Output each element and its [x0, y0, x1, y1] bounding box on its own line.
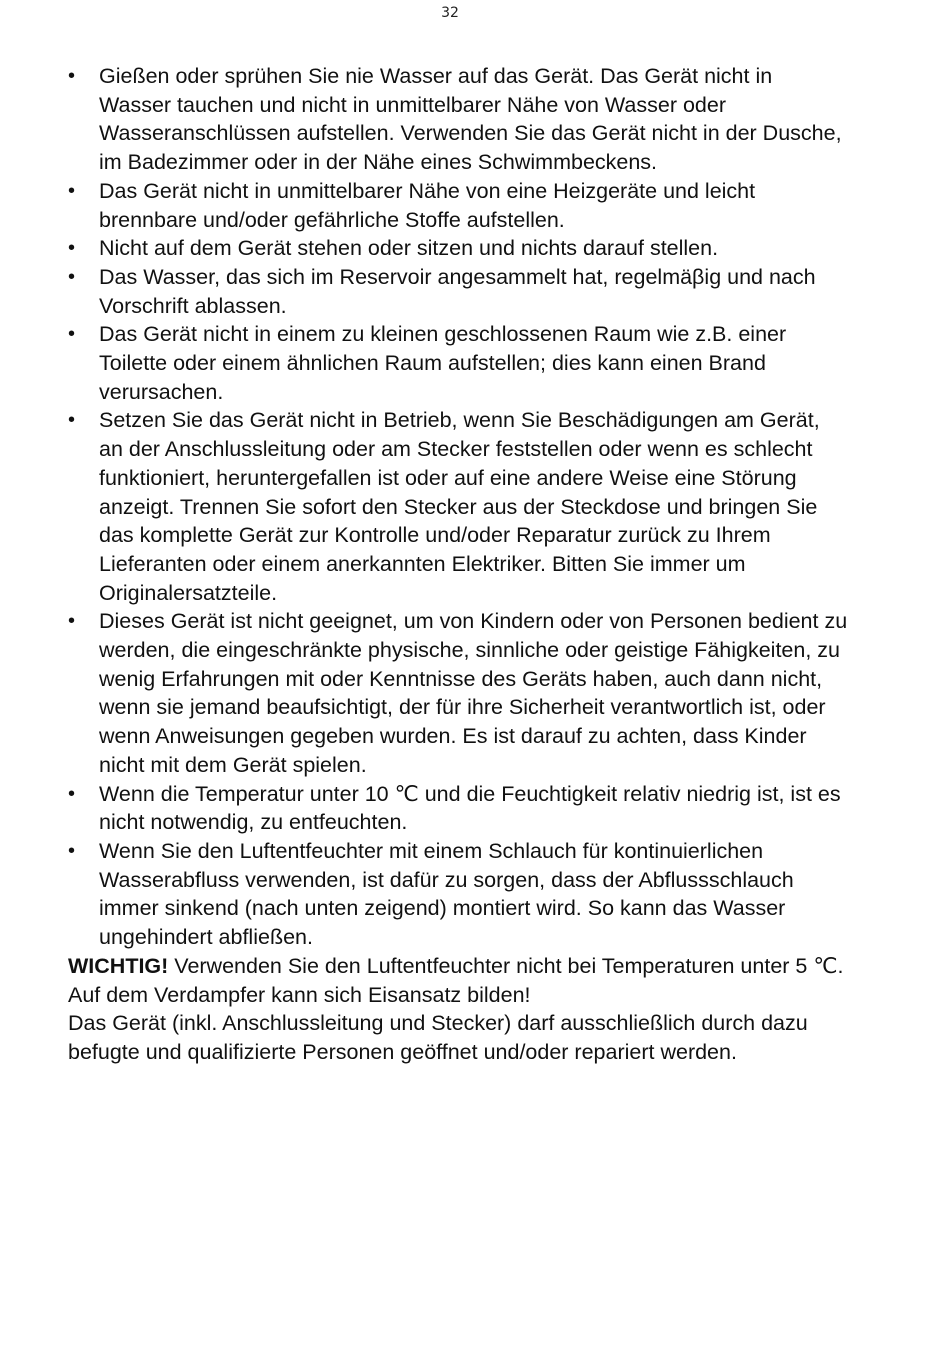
page-number: 32 [441, 5, 459, 21]
list-item [68, 406, 848, 607]
important-label: WICHTIG! [68, 953, 169, 978]
list-item-text: Gießen oder sprühen Sie nie Wasser auf das Gerät. Das Gerät nicht in Wasser tauchen und nicht in unmittelbarer Nähe von Wasser oder Wasseranschlüssen aufstellen. Verwenden Sie das Gerät nicht in der Dusche, im Badezimmer oder in der Nähe eines Schwimmbeckens. [99, 64, 842, 175]
list-item-text: Das Gerät nicht in unmittelbarer Nähe von eine Heizgeräte und leicht brennbare und/oder gefährliche Stoffe aufstellen. [99, 178, 756, 232]
list-item-text: Dieses Gerät ist nicht geeignet, um von Kindern oder von Personen bedient zu werden, die eingeschränkte physische, sinnliche oder geistige Fähigkeiten, zu wenig Erfahrungen mit oder Kenntnisse des Geräts haben, auch dann nicht, wenn sie jemand beaufsichtigt, der für ihre Sicherheit verantwortlich ist, oder wenn Anweisungen gegeben wurden. Es ist darauf zu achten, dass Kinder nicht mit dem Gerät spielen. [99, 609, 848, 777]
bullet-icon: • [68, 265, 76, 288]
list-item [68, 320, 848, 406]
list-item-text: Das Gerät nicht in einem zu kleinen geschlossenen Raum wie z.B. einer Toilette oder einem ähnlichen Raum aufstellen; dies kann einen Brand verursachen. [99, 322, 787, 404]
list-item-text: Setzen Sie das Gerät nicht in Betrieb, wenn Sie Beschädigungen am Gerät, an der Anschlussleitung oder am Stecker feststellen oder wenn es schlecht funktioniert, heruntergefallen ist oder auf eine andere Weise eine Störung anzeigt. Trennen Sie sofort den Stecker aus der Steckdose und bringen Sie das komplette Gerät zur Kontrolle und/oder Reparatur zurück zu Ihrem Lieferanten oder einem anerkannten Elektriker. Bitten Sie immer um Originalersatzteile. [99, 408, 820, 605]
safety-bullet-list [68, 62, 848, 952]
list-item-text: Wenn Sie den Luftentfeuchter mit einem Schlauch für kontinuierlichen Wasserabfluss verwenden, ist dafür zu sorgen, dass der Abflussschlauch immer sinkend (nach unten zeigend) montiert wird. So kann das Wasser ungehindert abfließen. [99, 838, 794, 950]
bullet-icon: • [68, 839, 76, 862]
bullet-icon: • [68, 237, 76, 260]
bullet-icon: • [68, 782, 76, 805]
document-body [68, 62, 848, 1067]
list-item [68, 234, 848, 263]
list-item-text: Das Wasser, das sich im Reservoir angesammelt hat, regelmäβig und nach Vorschrift ablassen. [99, 264, 816, 318]
list-item [68, 607, 848, 779]
bullet-icon: • [68, 179, 76, 202]
list-item [68, 62, 848, 177]
important-text: Verwenden Sie den Luftentfeuchter nicht bei Temperaturen unter 5 ℃. Auf dem Verdampfer kann sich Eisansatz bilden! [68, 953, 844, 1007]
list-item [68, 263, 848, 320]
important-notice [68, 952, 848, 1009]
closing-paragraph: Das Gerät (inkl. Anschlussleitung und Stecker) darf ausschließlich durch dazu befugte und qualifizierte Personen geöffnet und/oder repariert werden. [68, 1011, 808, 1064]
bullet-icon: • [68, 65, 76, 87]
bullet-icon: • [68, 610, 76, 633]
bullet-icon: • [68, 323, 76, 346]
list-item-text: Wenn die Temperatur unter 10 ℃ und die Feuchtigkeit relativ niedrig ist, ist es nicht notwendig, zu entfeuchten. [99, 781, 841, 835]
list-item-text: Nicht auf dem Gerät stehen oder sitzen und nichts darauf stellen. [99, 236, 719, 261]
list-item [68, 837, 848, 952]
bullet-icon: • [68, 409, 76, 432]
list-item [68, 177, 848, 234]
list-item [68, 780, 848, 837]
